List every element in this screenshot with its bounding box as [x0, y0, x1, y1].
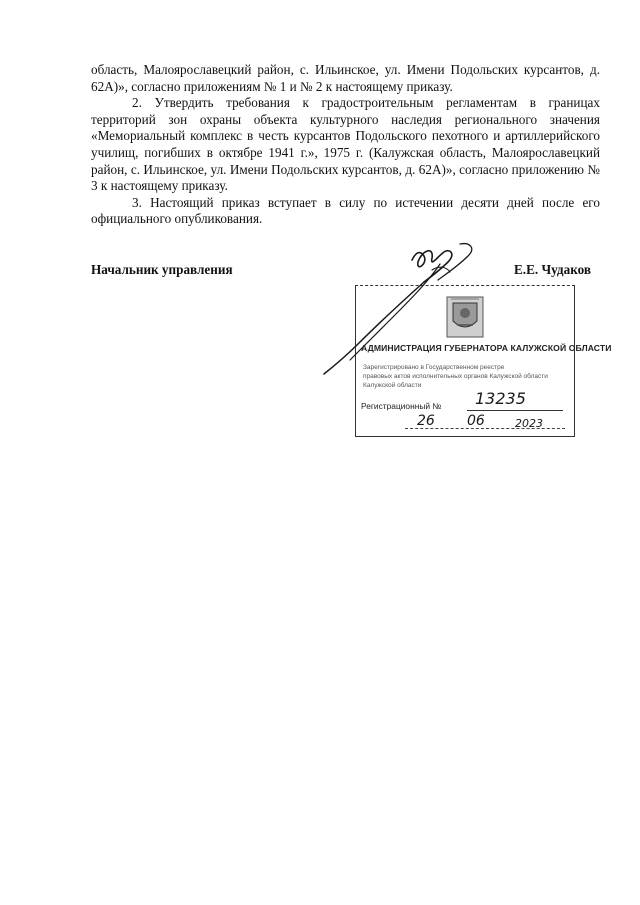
stamp-organization: АДМИНИСТРАЦИЯ ГУБЕРНАТОРА КАЛУЖСКОЙ ОБЛАСТИ — [361, 343, 612, 353]
stamp-registration-label: Регистрационный № — [361, 401, 442, 411]
signer-name: Е.Е. Чудаков — [514, 262, 591, 277]
signer-title: Начальник управления — [91, 262, 233, 277]
registration-stamp — [355, 285, 612, 437]
stamp-registration-line — [467, 410, 563, 411]
stamp-date-line — [405, 428, 565, 429]
stamp-date-day: 26 — [417, 413, 435, 429]
stamp-note-line: Зарегистрировано в Государственном реестре — [363, 364, 505, 371]
paragraph-2: 2. Утвердить требования к градостроительным регламентам в границах территорий зон охраны объекта культурного наследия регионального значения «Мемориальный комплекс в честь курсантов Подольского пехотного и артиллерийского училищ, погибших в октябре 1941 г.», 1975 г. (Калужская область, Малоярославецкий район, с. Ильинское, ул. Имени Подольских курсантов, д. 62А)», согласно приложению № 3 к настоящему приказу. — [91, 95, 600, 194]
paragraph-3: 3. Настоящий приказ вступает в силу по истечении десяти дней после его официального опубликования. — [91, 194, 600, 227]
stamp-date-month: 06 — [467, 413, 485, 429]
coat-of-arms-icon — [443, 295, 487, 339]
paragraph-continuation: область, Малоярославецкий район, с. Ильинское, ул. Имени Подольских курсантов, д. 62А)», согласно приложениям № 1 и № 2 к настоящему приказу. — [91, 62, 600, 94]
stamp-note-line: Калужской области — [363, 382, 422, 389]
stamp-registration-number: 13235 — [475, 389, 526, 408]
stamp-note-line: правовых актов исполнительных органов Калужской области — [363, 373, 548, 380]
document-body — [91, 62, 600, 228]
stamp-date-year: 2023 — [515, 417, 543, 430]
